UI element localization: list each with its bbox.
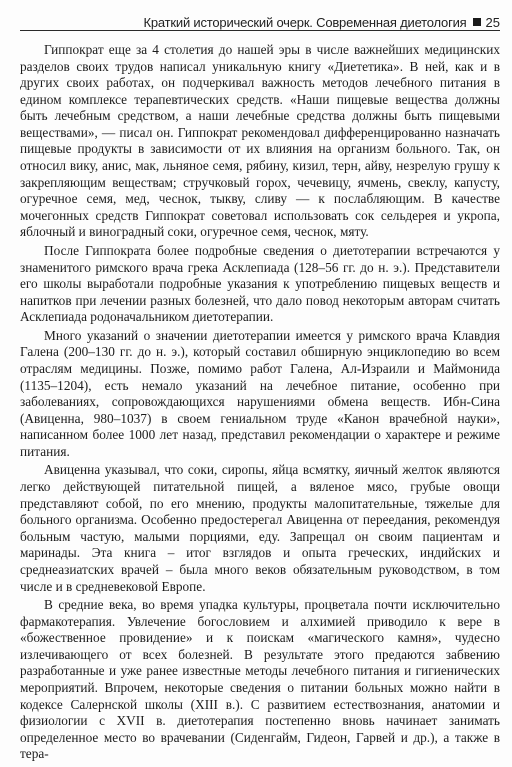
page-number: 25 xyxy=(485,15,500,30)
paragraph-middle-ages: В средние века, во время упадка культуры, процветала почти исключительно фармакотерапия. Увлечение богословием и алхимией приводило к вере в «божественное провидение» и к поискам «магического камня», чудесно излечивающего от всех болезней. В результате этого предаются забвению разработанные и уже ранее известные методы лечебного питания и гигиенических мероприятий. Впрочем, некоторые сведения о питании больных можно найти в кодексе Салернской школы (XIII в.). С развитием естествознания, анатомии и физиологии с XVII в. диетотерапия постепенно вновь начинает занимать определенное место во врачевании (Сиденгайм, Гидеон, Гарвей и др.), а также в тера- xyxy=(20,597,500,762)
chapter-title: Краткий исторический очерк. Современная диетология xyxy=(143,15,467,30)
square-bullet-icon xyxy=(473,18,481,26)
paragraph-galen: Много указаний о значении диетотерапии имеется у римского врача Клавдия Галена (200–130 гг. до н. э.), который составил обширную энциклопедию во всем отраслям медицины. Позже, помимо работ Галена, Ал-Израили и Маймонида (1135–1204), есть немало указаний на лечебное питание, особенно при заболеваниях, сопровождающихся нарушениями обмена веществ. Ибн-Сина (Авиценна, 980–1037) в своем гениальном труде «Канон врачебной науки», написанном более 1000 лет назад, представил рекомендации о характере и режиме питания. xyxy=(20,327,500,459)
paragraph-asclepiades: После Гиппократа более подробные сведения о диетотерапии встречаются у знаменитого римского врача грека Асклепиада (128–56 гг. до н. э.). Представители его школы выработали подробные указания к употреблению пищевых веществ и напитков при лечении разных болезней, что дало повод некоторым авторам считать Асклепиада родоначальником диетотерапии. xyxy=(20,242,500,325)
paragraph-avicenna: Авиценна указывал, что соки, сиропы, яйца всмятку, яичный желток являются легко действующей питательной пищей, а вяленое мясо, грубые овощи представляют собой, по его мнению, продукты малопитательные, тяжелые для больного организма. Особенно предостерегал Авиценна от переедания, рекомендуя больным частую, малыми порциями, еду. Запрещал он своим пациентам и маринады. Эта книга – итог взглядов и опыта греческих, индийских и среднеазиатских врачей – была много веков обязательным руководством, в том числе и в средневековой Европе. xyxy=(20,462,500,594)
paragraph-hippocrates: Гиппократ еще за 4 столетия до нашей эры в числе важнейших медицинских разделов своих трудов написал уникальную книгу «Диететика». В ней, как и в других своих работах, он подчеркивал важность методов лечебного питания в едином комплексе терапевтических средств. «Наши пищевые вещества должны быть лечебным средством, а наши лечебные средства должны быть пищевыми веществами», — писал он. Гиппократ рекомендовал дифференцированно назначать пищевые продукты в зависимости от их влияния на организм больного. Так, он относил вику, анис, мак, льняное семя, рябину, кизил, терн, айву, незрелую грушу к закрепляющим веществам; стручковый горох, чечевицу, ячмень, свеклу, капусту, огуречное семя, мед, чеснок, тыкву, сливу — к послабляющим. В качестве мочегонных средств Гиппократ советовал использовать сок сельдерея и укропа, яблочный и виноградный соки, огуречное семя, чеснок, мяту. xyxy=(20,42,500,240)
body-text xyxy=(20,42,500,765)
running-head xyxy=(20,8,500,31)
